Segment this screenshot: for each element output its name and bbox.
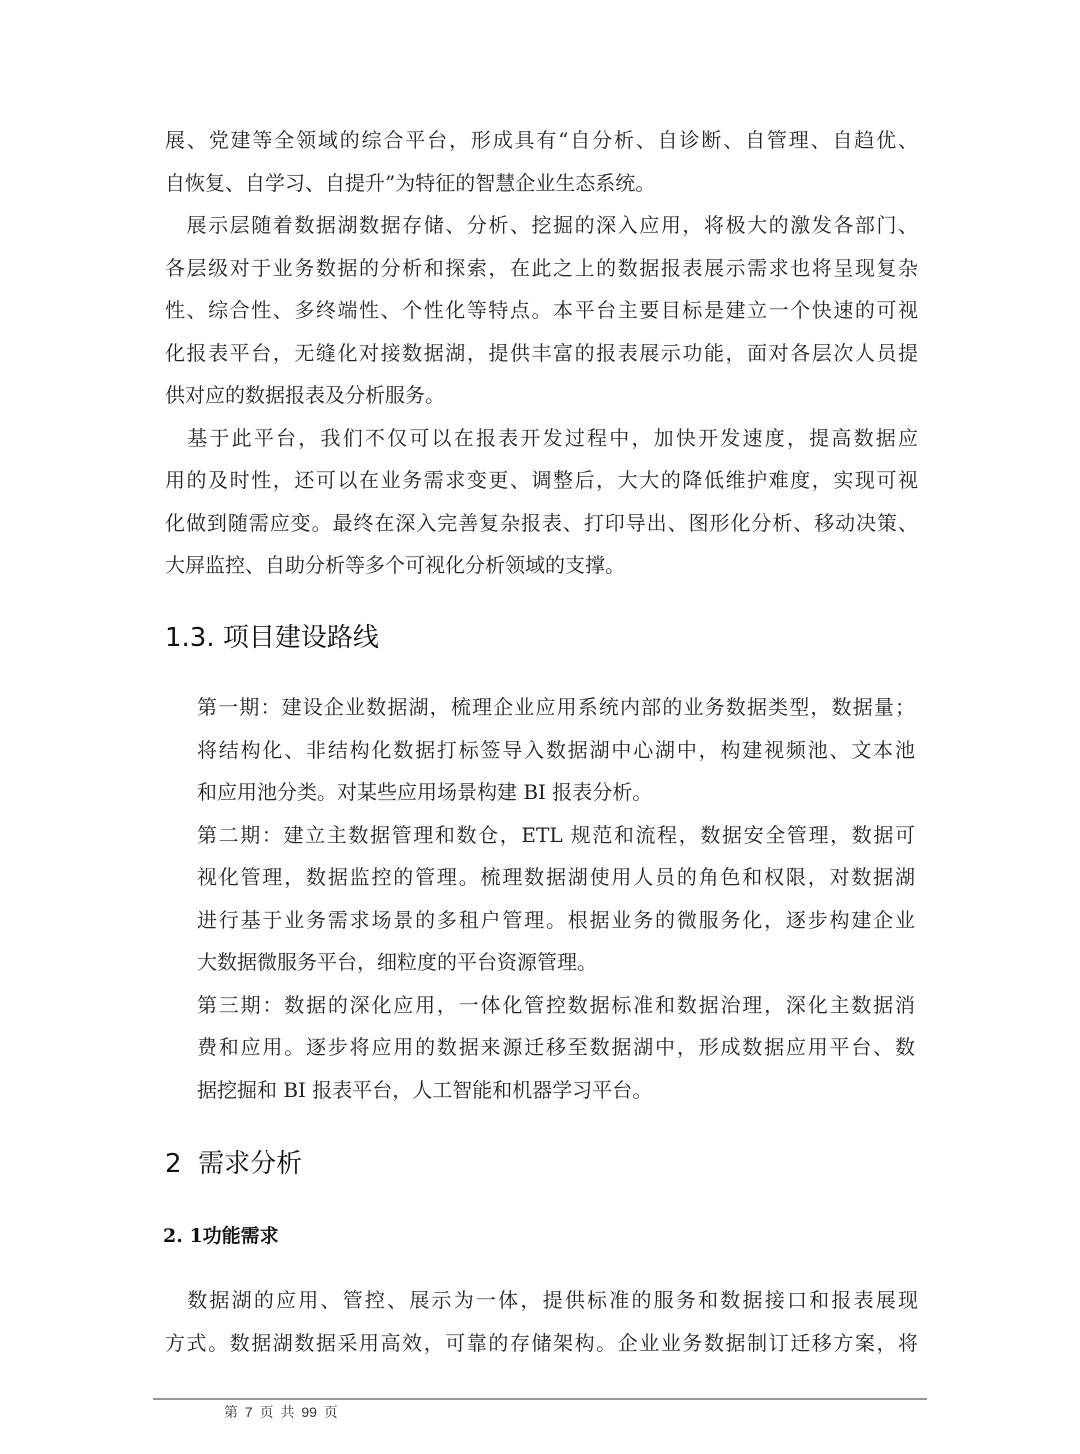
phase-item — [197, 686, 915, 814]
section-heading-2: 2 需求分析 — [165, 1149, 303, 1179]
paragraph — [165, 417, 918, 587]
text-line: 第二期：建立主数据管理和数仓，ETL 规范和流程，数据安全管理，数据可 — [197, 822, 915, 847]
text-line: 将结构化、非结构化数据打标签导入数据湖中心湖中，构建视频池、文本池 — [197, 737, 915, 762]
text-line: 第三期：数据的深化应用，一体化管控数据标准和数据治理，深化主数据消 — [197, 992, 915, 1017]
text-line: 化做到随需应变。最终在深入完善复杂报表、打印导出、图形化分析、移动决策、 — [165, 510, 918, 535]
text-line: 视化管理，数据监控的管理。梳理数据湖使用人员的角色和权限，对数据湖 — [197, 865, 915, 889]
page-number: 第 7 页 共 99 页 — [224, 1404, 338, 1420]
section-heading-1-3: 1.3. 项目建设路线 — [165, 623, 379, 653]
text-line: 大屏监控、自助分析等多个可视化分析领域的支撑。 — [165, 553, 625, 577]
text-line: 用的及时性，还可以在业务需求变更、调整后，大大的降低维护难度，实现可视 — [165, 468, 918, 492]
text-line: 供对应的数据报表及分析服务。 — [165, 383, 445, 407]
text-line: 自恢复、自学习、自提升”为特征的智慧企业生态系统。 — [165, 170, 656, 195]
text-line: 展、党建等全领域的综合平台，形成具有“自分析、自诊断、自管理、自趋优、 — [165, 128, 918, 152]
text-line: 性、综合性、多终端性、个性化等特点。本平台主要目标是建立一个快速的可视 — [165, 298, 918, 322]
text-line: 第一期：建设企业数据湖，梳理企业应用系统内部的业务数据类型，数据量； — [197, 695, 915, 719]
text-line: 进行基于业务需求场景的多租户管理。根据业务的微服务化，逐步构建企业 — [197, 907, 915, 932]
intro-paragraphs — [165, 119, 918, 587]
text-line: 化报表平台，无缝化对接数据湖，提供丰富的报表展示功能，面对各层次人员提 — [165, 340, 918, 365]
text-line: 费和应用。逐步将应用的数据来源迁移至数据湖中，形成数据应用平台、数 — [197, 1035, 915, 1059]
text-line: 各层级对于业务数据的分析和探索，在此之上的数据报表展示需求也将呈现复杂 — [165, 255, 918, 280]
text-line: 和应用池分类。对某些应用场景构建 BI 报表分析。 — [197, 780, 653, 804]
text-line: 大数据微服务平台，细粒度的平台资源管理。 — [197, 950, 597, 974]
section-heading-2-1: 2. 1功能需求 — [163, 1225, 279, 1247]
text-line: 数据湖的应用、管控、展示为一体，提供标准的服务和数据接口和报表展现 — [165, 1288, 918, 1312]
paragraph — [165, 119, 918, 204]
text-line: 展示层随着数据湖数据存储、分析、挖掘的深入应用，将极大的激发各部门、 — [165, 213, 918, 237]
text-line: 据挖掘和 BI 报表平台，人工智能和机器学习平台。 — [197, 1077, 653, 1102]
paragraph — [165, 204, 918, 417]
requirements-paragraph — [165, 1279, 918, 1364]
phase-item — [197, 814, 915, 984]
phase-item — [197, 984, 915, 1112]
phase-list — [197, 686, 915, 1111]
text-line: 方式。数据湖数据采用高效，可靠的存储架构。企业业务数据制订迁移方案，将 — [165, 1330, 918, 1355]
text-line: 基于此平台，我们不仅可以在报表开发过程中，加快开发速度，提高数据应 — [165, 425, 918, 450]
footer-divider — [153, 1398, 927, 1400]
